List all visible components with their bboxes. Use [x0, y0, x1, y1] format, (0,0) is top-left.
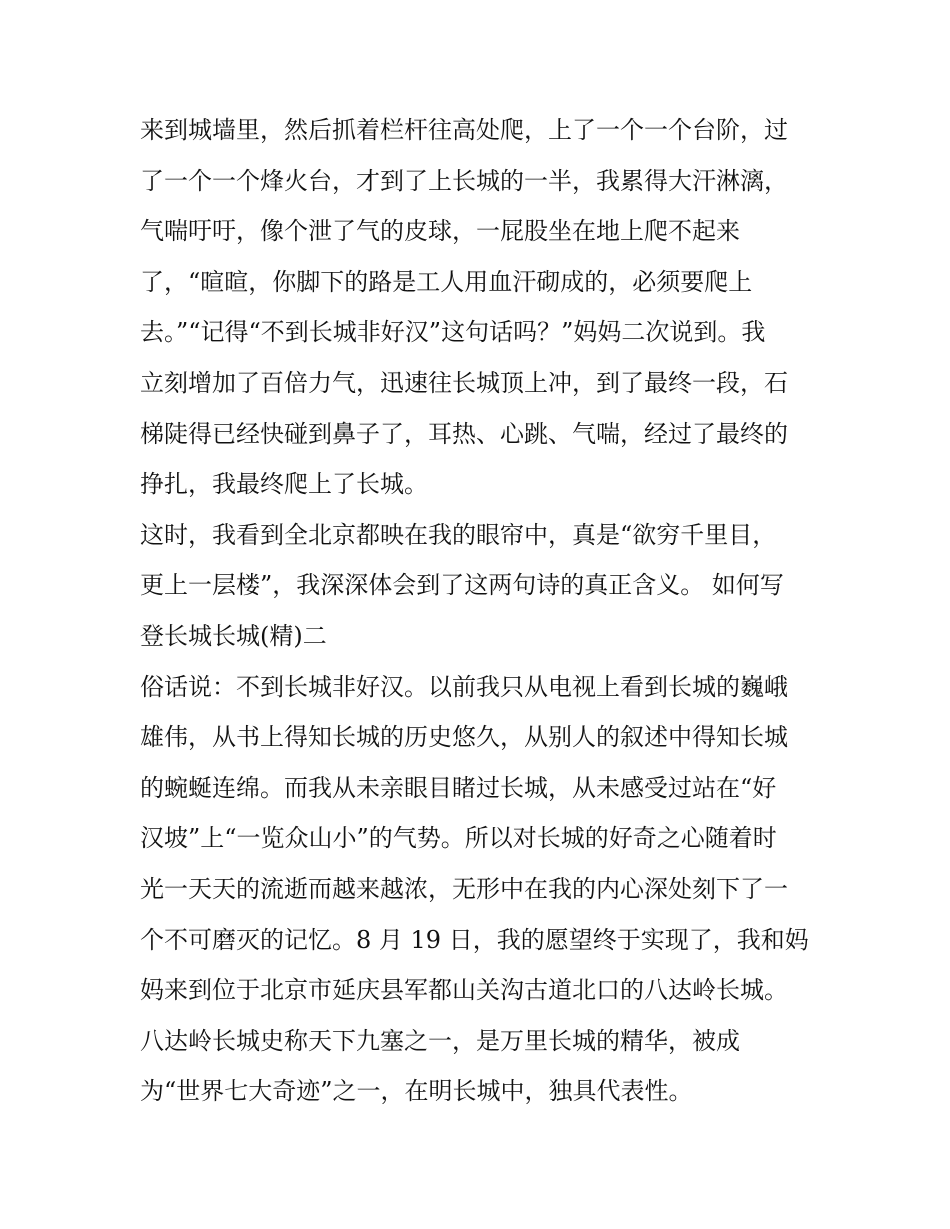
- text-line: 的蜿蜒连绵。而我从未亲眼目睹过长城，从未感受过站在“好: [140, 773, 777, 802]
- text-line: 为“世界七大奇迹”之一，在明长城中，独具代表性。: [140, 1077, 693, 1106]
- text-line: 妈来到位于北京市延庆县军都山关沟古道北口的八达岭长城。: [140, 976, 788, 1005]
- text-line: 更上一层楼”，我深深体会到了这两句诗的真正含义。 如何写: [140, 571, 784, 600]
- text-line: 光一天天的流逝而越来越浓，无形中在我的内心深处刻下了一: [140, 874, 788, 903]
- text-line: 梯陡得已经快碰到鼻子了，耳热、心跳、气喘，经过了最终的: [140, 419, 788, 448]
- text-line: 汉坡”上“一览众山小”的气势。所以对长城的好奇之心随着时: [140, 824, 777, 853]
- text-line: 个不可磨灭的记忆。8 月 19 日，我的愿望终于实现了，我和妈: [140, 925, 809, 954]
- text-line: 来到城墙里，然后抓着栏杆往高处爬，上了一个一个台阶，过: [140, 116, 788, 144]
- text-line: 这时，我看到全北京都映在我的眼帘中，真是“欲穷千里目，: [140, 520, 777, 549]
- text-line: 雄伟，从书上得知长城的历史悠久，从别人的叙述中得知长城: [140, 723, 788, 752]
- text-line: 去。”“记得“不到长城非好汉”这句话吗？”妈妈二次说到。我: [140, 318, 766, 347]
- document-body: [140, 105, 830, 1117]
- text-line: 立刻增加了百倍力气，迅速往长城顶上冲，到了最终一段，石: [140, 368, 788, 397]
- text-line: 挣扎，我最终爬上了长城。: [140, 470, 428, 499]
- text-line: 了一个一个烽火台，才到了上长城的一半，我累得大汗淋漓，: [140, 166, 788, 195]
- text-line: 了，“暄暄，你脚下的路是工人用血汗砌成的，必须要爬上: [140, 267, 753, 296]
- text-line: 俗话说：不到长城非好汉。以前我只从电视上看到长城的巍峨: [140, 672, 788, 701]
- text-line: 气喘吁吁，像个泄了气的皮球，一屁股坐在地上爬不起来: [140, 217, 740, 246]
- section-heading: 登长城长城(精)二: [140, 621, 327, 650]
- text-line: 八达岭长城史称天下九塞之一，是万里长城的精华，被成: [140, 1026, 740, 1055]
